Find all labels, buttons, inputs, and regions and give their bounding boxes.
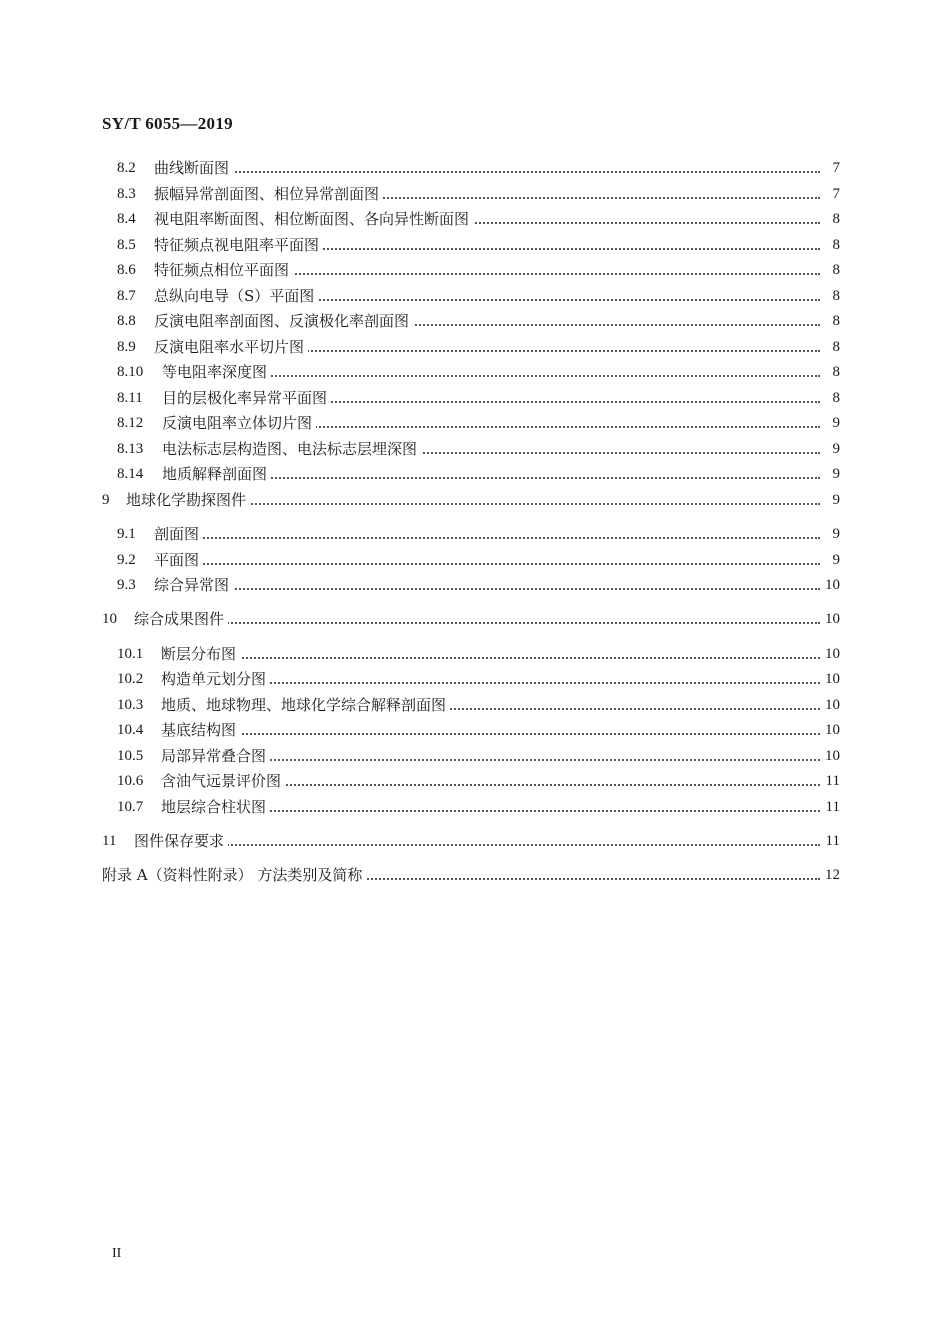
toc-entry	[0, 489, 950, 511]
toc-entry-title: 基底结构图	[161, 719, 240, 741]
toc-entry-number: 8.4	[117, 211, 136, 227]
toc-entry	[0, 387, 950, 409]
toc-entry-page: 9	[830, 463, 841, 485]
toc-entry-number: 10	[102, 611, 117, 627]
toc-entry	[0, 259, 950, 281]
page-number: II	[112, 1246, 122, 1261]
toc-entry-page: 8	[830, 336, 841, 358]
toc-leader-dots	[164, 171, 820, 173]
toc-entry-number: 9.2	[117, 552, 136, 568]
toc-entry-number: 10.6	[117, 773, 144, 789]
toc-entry	[0, 523, 950, 545]
toc-entry	[0, 361, 950, 383]
toc-entry-page: 9	[830, 438, 841, 460]
toc-entry	[0, 668, 950, 690]
toc-entry-number: 10.4	[117, 722, 144, 738]
toc-leader-dots	[164, 563, 820, 565]
toc-entry-page: 8	[830, 285, 841, 307]
toc-entry-page: 7	[830, 157, 841, 179]
toc-entry-page: 8	[830, 361, 841, 383]
toc-entry-number: 8.2	[117, 160, 136, 176]
toc-entry	[0, 234, 950, 256]
toc-entry	[0, 745, 950, 767]
toc-entry-page: 9	[830, 523, 841, 545]
toc-entry	[0, 310, 950, 332]
toc-entry	[0, 157, 950, 179]
toc-entry-page: 10	[822, 668, 840, 690]
standard-code: SY/T 6055—2019	[102, 114, 233, 133]
toc-entry-title: 构造单元划分图	[161, 668, 270, 690]
toc-entry-title: 曲线断面图	[154, 157, 233, 179]
toc-entry-number: 8.5	[117, 237, 136, 253]
toc-entry-title: 反演电阻率剖面图、反演极化率剖面图	[154, 310, 413, 332]
toc-entry-page: 8	[830, 387, 841, 409]
toc-entry-title: 视电阻率断面图、相位断面图、各向异性断面图	[154, 208, 473, 230]
toc-entry	[0, 770, 950, 792]
toc-entry-page: 10	[822, 643, 840, 665]
toc-entry-title: 剖面图	[154, 523, 203, 545]
toc-entry-title: 地质解释剖面图	[162, 463, 271, 485]
toc-entry-number: 10.5	[117, 748, 144, 764]
toc-leader-dots	[144, 844, 820, 846]
toc-entry-title: 地球化学勘探图件	[126, 489, 250, 511]
toc-entry-number: 8.7	[117, 288, 136, 304]
toc-entry-title: 特征频点视电阻率平面图	[154, 234, 323, 256]
toc-entry-page: 10	[822, 719, 840, 741]
toc-entry-number: 8.13	[117, 441, 144, 457]
toc-entry	[0, 183, 950, 205]
toc-entry	[0, 574, 950, 596]
toc-entry	[0, 285, 950, 307]
toc-entry-number: 9	[102, 492, 110, 508]
toc-entry	[0, 549, 950, 571]
toc-entry-title: 综合异常图	[154, 574, 233, 596]
toc-entry-number: 8.3	[117, 186, 136, 202]
toc-entry-page: 10	[822, 694, 840, 716]
toc-entry	[0, 643, 950, 665]
toc-entry-title: 图件保存要求	[134, 830, 228, 852]
toc-entry-title: 附录 A（资料性附录） 方法类别及简称	[102, 864, 366, 886]
toc-leader-dots	[164, 588, 820, 590]
toc-entry-page: 9	[830, 489, 841, 511]
toc-entry-page: 10	[822, 574, 840, 596]
toc-entry	[0, 438, 950, 460]
toc-entry-page: 11	[823, 830, 840, 852]
toc-entry	[0, 796, 950, 818]
toc-entry-number: 8.12	[117, 415, 144, 431]
toc-leader-dots	[171, 733, 820, 735]
toc-entry-number: 11	[102, 833, 117, 849]
toc-entry-page: 7	[830, 183, 841, 205]
toc-entry-title: 地层综合柱状图	[161, 796, 270, 818]
toc-entry-page: 12	[822, 864, 840, 886]
toc-entry	[0, 608, 950, 630]
toc-entry-title: 综合成果图件	[134, 608, 228, 630]
toc-entry-number: 9.3	[117, 577, 136, 593]
toc-entry	[0, 830, 950, 852]
toc-entry-title: 平面图	[154, 549, 203, 571]
toc-leader-dots	[144, 622, 820, 624]
toc-entry-title: 目的层极化率异常平面图	[162, 387, 331, 409]
toc-entry-title: 电法标志层构造图、电法标志层埋深图	[162, 438, 421, 460]
toc-entry-number: 8.10	[117, 364, 144, 380]
toc-entry-title: 等电阻率深度图	[162, 361, 271, 383]
toc-entry-title: 地质、地球物理、地球化学综合解释剖面图	[161, 694, 450, 716]
toc-entry-number: 8.6	[117, 262, 136, 278]
toc-entry	[0, 412, 950, 434]
toc-entry-number: 8.8	[117, 313, 136, 329]
toc-entry	[0, 208, 950, 230]
toc-entry-page: 11	[823, 796, 840, 818]
toc-entry	[0, 719, 950, 741]
toc-entry-page: 10	[822, 608, 840, 630]
toc-entry-number: 10.7	[117, 799, 144, 815]
toc-entry-page: 11	[823, 770, 840, 792]
toc-entry-page: 9	[830, 412, 841, 434]
toc-entry-number: 9.1	[117, 526, 136, 542]
toc-entry-title: 特征频点相位平面图	[154, 259, 293, 281]
toc-entry-number: 10.1	[117, 646, 144, 662]
toc-entry-title: 含油气远景评价图	[161, 770, 285, 792]
toc-entry-title: 反演电阻率水平切片图	[154, 336, 308, 358]
toc-entry-page: 8	[830, 208, 841, 230]
toc-entry	[0, 336, 950, 358]
toc-leader-dots	[171, 657, 820, 659]
toc-entry-page: 8	[830, 310, 841, 332]
toc-entry-title: 局部异常叠合图	[161, 745, 270, 767]
toc-entry-page: 8	[830, 234, 841, 256]
toc-entry-number: 10.3	[117, 697, 144, 713]
toc-leader-dots	[164, 537, 820, 539]
toc-entry-page: 9	[830, 549, 841, 571]
toc-entry-title: 振幅异常剖面图、相位异常剖面图	[154, 183, 383, 205]
toc-entry-number: 8.11	[117, 390, 143, 406]
toc-entry-title: 反演电阻率立体切片图	[162, 412, 316, 434]
toc-entry	[0, 864, 950, 886]
toc-entry	[0, 463, 950, 485]
toc-entry-page: 10	[822, 745, 840, 767]
toc-entry-number: 10.2	[117, 671, 144, 687]
toc-entry-number: 8.14	[117, 466, 144, 482]
toc-entry-number: 8.9	[117, 339, 136, 355]
toc-entry	[0, 694, 950, 716]
toc-entry-title: 断层分布图	[161, 643, 240, 665]
toc-entry-page: 8	[830, 259, 841, 281]
toc-entry-title: 总纵向电导（S）平面图	[154, 285, 318, 307]
